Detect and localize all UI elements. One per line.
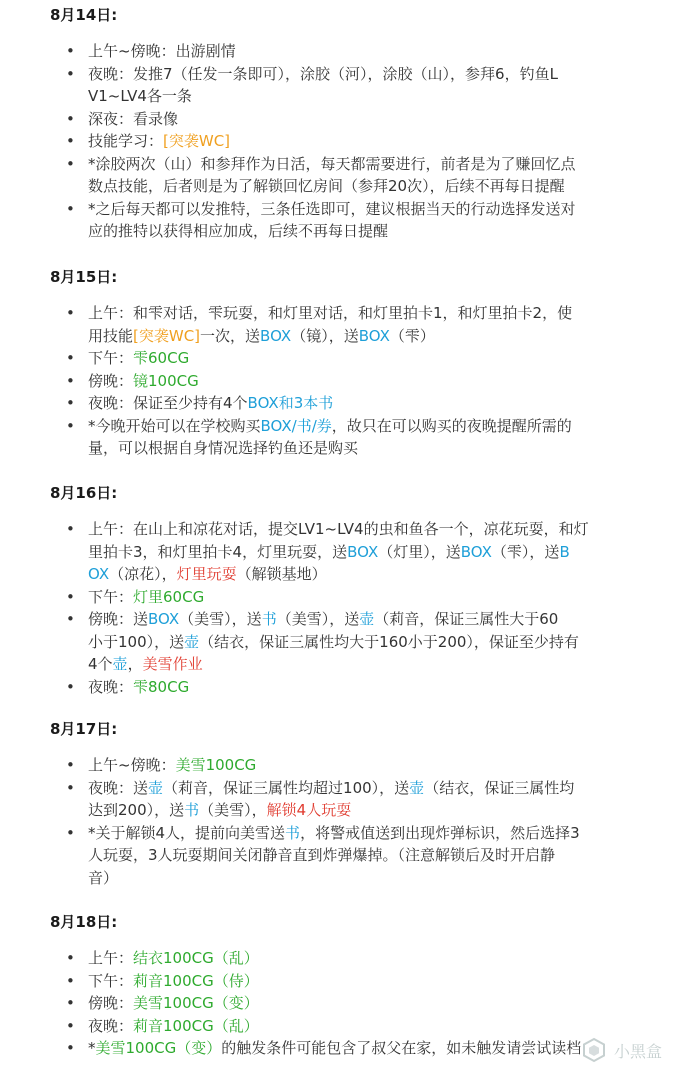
- orange-highlight-text: [突袭WC]: [133, 326, 201, 345]
- red-highlight-text: 美雪作业: [142, 655, 203, 673]
- text-span: （雫）: [389, 326, 435, 345]
- list-bullet: •: [66, 610, 75, 628]
- list-bullet: •: [66, 304, 75, 322]
- text-span: 深夜：看录像: [88, 109, 179, 128]
- text-span: 4个: [88, 655, 113, 673]
- list-bullet: •: [66, 587, 75, 606]
- list-item-line: [88, 40, 236, 62]
- list-item-line: [88, 822, 580, 844]
- list-bullet: •: [66, 778, 75, 797]
- text-span: *涂胶两次（山）和参拜作为日活，每天都需要进行，前者是为了赚回忆点: [88, 154, 576, 173]
- list-bullet: •: [66, 349, 75, 367]
- green-highlight-text: 美雪100CG: [175, 756, 257, 774]
- list-item-line: [88, 1037, 581, 1059]
- list-bullet: •: [66, 949, 75, 967]
- text-span: V1~LV4各一条: [88, 87, 192, 105]
- text-span: （美雪），: [199, 801, 267, 819]
- green-highlight-text: 莉音100CG（乱）: [133, 1016, 259, 1035]
- text-span: 傍晚：: [88, 371, 134, 390]
- green-highlight-text: 美雪100CG（变）: [133, 994, 259, 1012]
- list-item-line: [88, 992, 259, 1014]
- green-highlight-text: 灯里60CG: [133, 587, 205, 606]
- list-item-line: [88, 676, 189, 698]
- text-span: 技能学习：: [88, 132, 164, 150]
- list-item-line: [88, 970, 259, 992]
- blue-highlight-text: B: [559, 542, 570, 561]
- list-item-line: [88, 392, 333, 414]
- green-highlight-text: 结衣100CG（乱）: [133, 949, 259, 967]
- text-span: 下午：: [88, 971, 134, 990]
- list-item-line: [88, 608, 558, 630]
- text-span: 一次，送: [200, 326, 261, 345]
- list-item-line: [88, 586, 204, 608]
- text-span: *之后每天都可以发推特，三条任选即可，建议根据当天的行动选择发送对: [88, 199, 576, 218]
- text-span: 应的推特以获得相应加成，后续不再每日提醒: [88, 222, 389, 240]
- blue-highlight-text: 壶: [409, 778, 425, 797]
- text-span: （莉音，保证三属性均超过100），送: [163, 778, 410, 797]
- day-title: 8月18日:: [50, 913, 118, 931]
- blue-highlight-text: 壶: [112, 655, 128, 673]
- text-span: （解锁基地）: [236, 565, 327, 583]
- list-item-line: [88, 518, 589, 540]
- list-item-line: [88, 108, 178, 130]
- list-item-line: [88, 867, 118, 889]
- list-bullet: •: [66, 1016, 75, 1035]
- green-highlight-text: 镜100CG: [133, 371, 199, 390]
- text-span: 达到200），送: [88, 801, 185, 819]
- blue-highlight-text: OX: [88, 565, 110, 583]
- blue-highlight-text: 壶: [184, 632, 200, 651]
- blue-highlight-text: 壶: [148, 778, 164, 797]
- list-bullet: •: [66, 416, 75, 435]
- list-bullet: •: [66, 42, 75, 60]
- text-span: 上午：和雫对话，雫玩耍，和灯里对话，和灯里拍卡1，和灯里拍卡2，使: [88, 304, 573, 322]
- red-highlight-text: 灯里玩耍: [176, 565, 237, 583]
- blue-highlight-text: BOX: [148, 610, 180, 628]
- watermark: [580, 1036, 690, 1064]
- text-span: 下午：: [88, 587, 134, 606]
- list-bullet: •: [66, 109, 75, 128]
- list-bullet: •: [66, 132, 75, 150]
- red-highlight-text: 解锁4人玩耍: [266, 801, 352, 819]
- text-span: （结衣，保证三属性均: [424, 778, 575, 797]
- text-span: 人玩耍，3人玩耍期间关闭静音直到炸弹爆掉。（注意解锁后及时开启静: [88, 846, 556, 864]
- heybox-logo-icon: [580, 1036, 608, 1064]
- text-span: 下午：: [88, 349, 134, 367]
- text-span: 数点技能，后者则是为了解锁回忆房间（参拜20次），后续不再每日提醒: [88, 177, 565, 195]
- list-item-line: [88, 415, 572, 437]
- text-span: 夜晚：保证至少持有4个: [88, 394, 248, 412]
- list-item-line: [88, 844, 555, 866]
- day-title: 8月16日:: [50, 484, 118, 502]
- list-bullet: •: [66, 971, 75, 990]
- list-bullet: •: [66, 64, 75, 83]
- list-item-line: [88, 130, 230, 152]
- day-title: 8月15日:: [50, 268, 118, 286]
- list-bullet: •: [66, 677, 75, 696]
- text-span: 的触发条件可能包含了叔父在家，如未触发请尝试读档: [221, 1039, 582, 1057]
- text-span: 上午：: [88, 949, 134, 967]
- blue-highlight-text: 书: [261, 610, 277, 628]
- green-highlight-text: 雫60CG: [133, 349, 190, 367]
- list-item-line: [88, 370, 199, 392]
- green-highlight-text: 美雪100CG（变）: [95, 1039, 222, 1057]
- list-item-line: [88, 754, 256, 776]
- list-item-line: [88, 325, 435, 347]
- blue-highlight-text: BOX: [460, 542, 492, 561]
- text-span: *: [88, 1039, 96, 1057]
- list-item-line: [88, 302, 572, 324]
- list-item-line: [88, 63, 558, 85]
- list-item-line: [88, 175, 565, 197]
- list-item-line: [88, 653, 203, 675]
- text-span: 上午~傍晚：: [88, 756, 176, 774]
- list-item-line: [88, 631, 579, 653]
- list-bullet: •: [66, 994, 75, 1012]
- blue-highlight-text: 书: [285, 823, 301, 842]
- blue-highlight-text: BOX: [347, 542, 379, 561]
- list-item-line: [88, 799, 351, 821]
- text-span: 夜晚：: [88, 1016, 134, 1035]
- text-span: *关于解锁4人，提前向美雪送: [88, 823, 286, 842]
- text-span: （美雪），送: [179, 610, 262, 628]
- list-bullet: •: [66, 199, 75, 218]
- list-item-line: [88, 541, 570, 563]
- list-bullet: •: [66, 756, 75, 774]
- day-title: 8月14日:: [50, 6, 118, 24]
- text-span: 里拍卡3，和灯里拍卡4，灯里玩耍，送: [88, 542, 348, 561]
- list-item-line: [88, 437, 358, 459]
- list-item-line: [88, 563, 327, 585]
- blue-highlight-text: BOX/书/券: [260, 416, 332, 435]
- list-bullet: •: [66, 823, 75, 842]
- orange-highlight-text: [突袭WC]: [163, 132, 231, 150]
- text-span: 上午：在山上和凉花对话，提交LV1~LV4的虫和鱼各一个，凉花玩耍，和灯: [88, 520, 589, 538]
- list-item-line: [88, 85, 192, 107]
- text-span: 夜晚：送: [88, 778, 149, 797]
- list-bullet: •: [66, 520, 75, 538]
- blue-highlight-text: 壶: [359, 610, 375, 628]
- text-span: 傍晚：: [88, 994, 134, 1012]
- text-span: 音）: [88, 868, 119, 887]
- text-span: 傍晚：送: [88, 610, 149, 628]
- blue-highlight-text: BOX: [260, 326, 292, 345]
- list-item-line: [88, 1015, 259, 1037]
- list-item-line: [88, 153, 576, 175]
- text-span: *今晚开始可以在学校购买: [88, 416, 261, 435]
- text-span: 量，可以根据自身情况选择钓鱼还是购买: [88, 439, 359, 457]
- text-span: 小于100），送: [88, 632, 185, 651]
- list-item-line: [88, 777, 574, 799]
- list-bullet: •: [66, 394, 75, 412]
- text-span: （美雪），送: [276, 610, 360, 628]
- list-bullet: •: [66, 1039, 75, 1057]
- watermark-text: 小黑盒: [614, 1041, 663, 1061]
- list-bullet: •: [66, 371, 75, 390]
- blue-highlight-text: 书: [184, 801, 200, 819]
- blue-highlight-text: BOX: [358, 326, 390, 345]
- list-bullet: •: [66, 154, 75, 173]
- day-title: 8月17日:: [50, 720, 118, 738]
- text-span: 用技能: [88, 326, 134, 345]
- list-item-line: [88, 347, 189, 369]
- text-span: ，: [127, 655, 143, 673]
- text-span: （凉花），: [109, 565, 177, 583]
- text-span: 上午~傍晚：出游剧情: [88, 42, 236, 60]
- text-span: ，将警戒值送到出现炸弹标识，然后选择3: [300, 823, 580, 842]
- text-span: ，故只在可以购买的夜晚提醒所需的: [331, 416, 572, 435]
- list-item-line: [88, 947, 259, 969]
- text-span: （镜），送: [291, 326, 359, 345]
- green-highlight-text: 雫80CG: [133, 677, 190, 696]
- text-span: 夜晚：: [88, 677, 134, 696]
- text-span: （莉音，保证三属性大于60: [374, 610, 559, 628]
- list-item-line: [88, 220, 388, 242]
- text-span: （雫），送: [491, 542, 560, 561]
- green-highlight-text: 莉音100CG（侍）: [133, 971, 259, 990]
- text-span: （灯里），送: [378, 542, 461, 561]
- list-item-line: [88, 198, 576, 220]
- blue-highlight-text: BOX和3本书: [247, 394, 334, 412]
- text-span: 夜晚：发推7（任发一条即可），涂胶（河），涂胶（山），参拜6，钓鱼L: [88, 64, 558, 83]
- text-span: （结衣，保证三属性均大于160小于200），保证至少持有: [199, 632, 579, 651]
